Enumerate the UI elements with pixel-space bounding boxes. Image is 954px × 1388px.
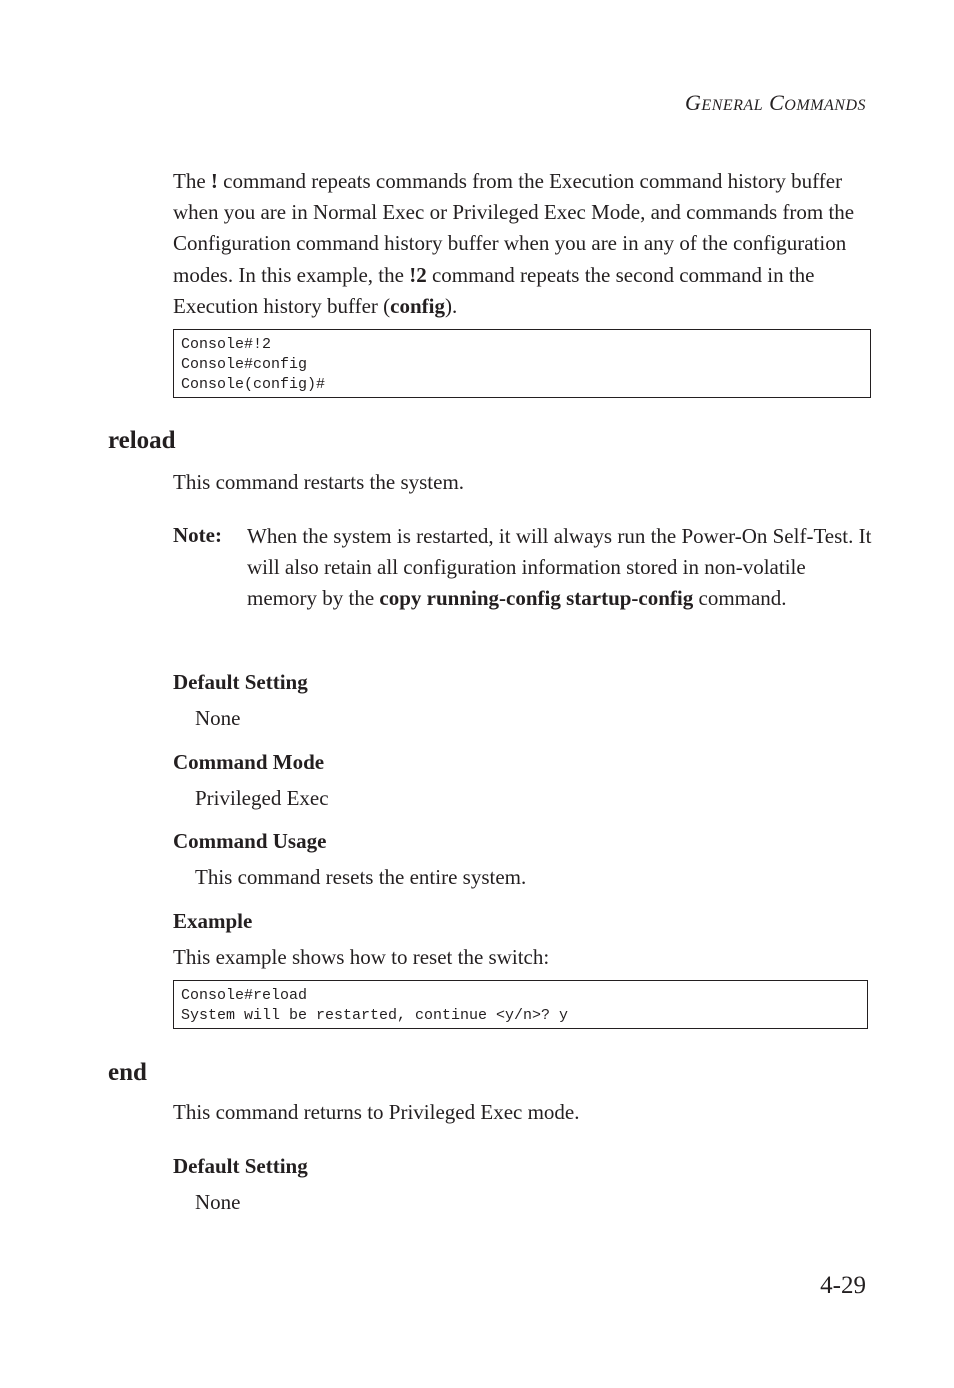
running-header: GENERAL COMMANDS: [685, 90, 866, 115]
command-usage-heading: Command Usage: [173, 829, 327, 853]
code-line: Console#!2: [181, 336, 272, 353]
note-label: Note:: [173, 523, 222, 547]
code-line: System will be restarted, continue <y/n>? y: [181, 1006, 569, 1024]
default-setting-heading: Default Setting: [173, 670, 308, 694]
command-mode-heading: Command Mode: [173, 750, 325, 774]
code-block-reload: [173, 980, 868, 1029]
note-text: When the system is restarted, it will always run the Power-On Self-Test. It will also retain all configuration information stored in non-volatile memory by the copy running-config startup-config command.: [247, 524, 872, 611]
command-mode-value: Privileged Exec: [195, 786, 329, 810]
end-heading: end: [108, 1059, 147, 1086]
example-heading: Example: [173, 909, 253, 933]
default-setting-value: None: [195, 706, 241, 730]
code-block-history: [173, 329, 871, 398]
reload-heading: reload: [108, 427, 176, 454]
code-line: Console(config)#: [181, 375, 326, 393]
intro-paragraph: The ! command repeats commands from the Execution command history buffer when you are in Normal Exec or Privileged Exec Mode, and commands from the Configuration command history buffer when you are in any of the configuration modes. In this example, the !2 command repeats the second command in the Execution history buffer (config).: [173, 169, 855, 318]
command-usage-value: This command resets the entire system.: [195, 865, 527, 889]
reload-description: This command restarts the system.: [173, 470, 465, 494]
end-description: This command returns to Privileged Exec mode.: [173, 1100, 580, 1124]
page-number: 4-29: [820, 1272, 866, 1299]
end-default-setting-value: None: [195, 1190, 241, 1214]
example-intro: This example shows how to reset the switch:: [173, 945, 550, 969]
end-default-setting-heading: Default Setting: [173, 1154, 308, 1178]
code-line: Console#reload: [181, 987, 308, 1004]
code-line: Console#config: [181, 355, 308, 373]
